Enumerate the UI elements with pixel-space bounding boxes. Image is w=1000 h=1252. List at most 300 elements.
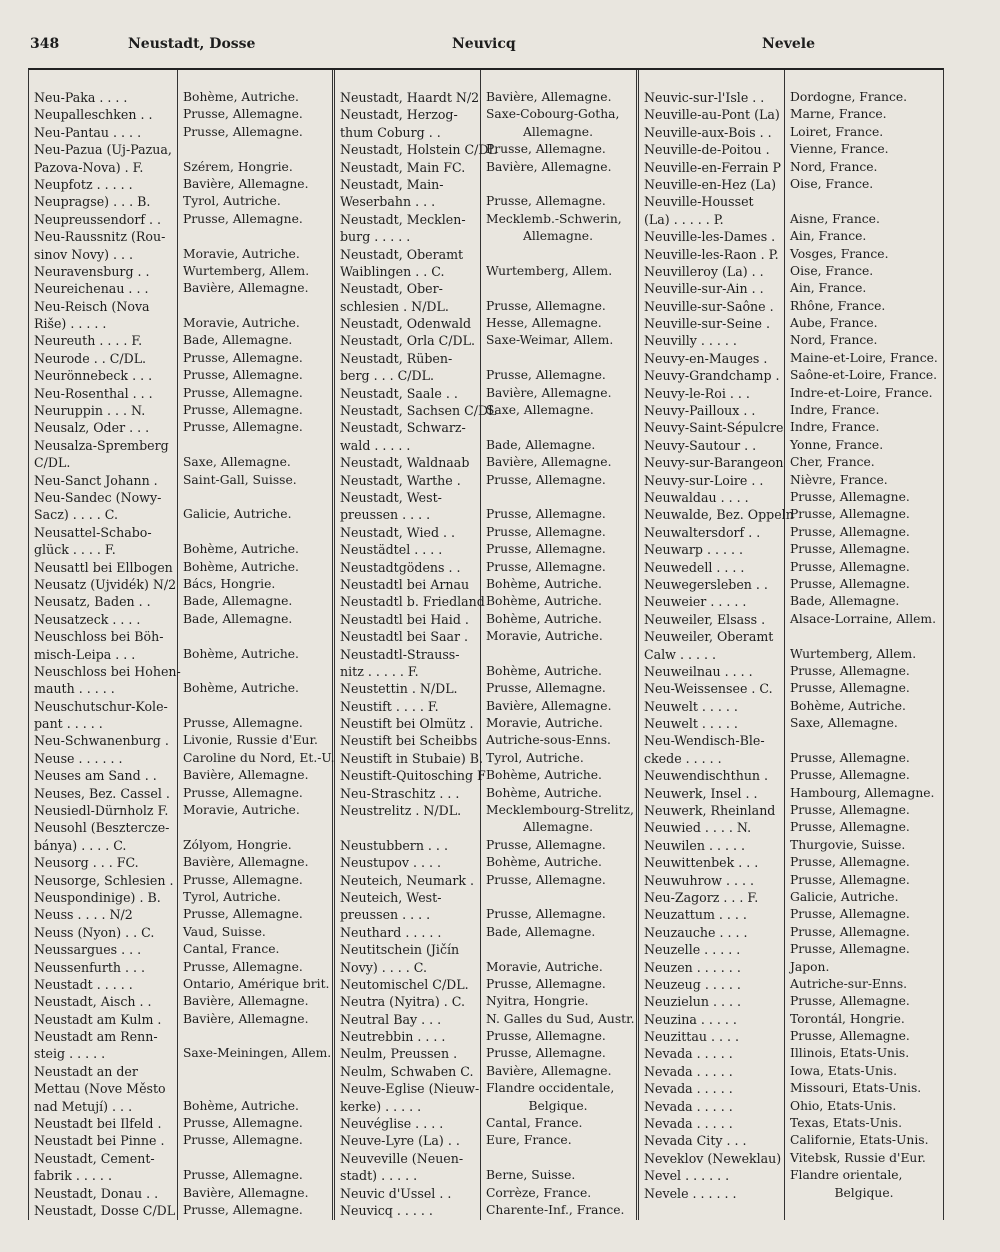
place-location: Moravie, Autriche. xyxy=(183,246,300,261)
place-name: Neuzielun . . . . xyxy=(644,994,741,1010)
place-name: Neustadt an der xyxy=(34,1063,138,1079)
place-location: Prusse, Allemagne. xyxy=(790,872,910,887)
place-location xyxy=(786,732,942,749)
place-name: Nevele . . . . . . xyxy=(644,1185,737,1201)
place-location: Prusse, Allemagne. xyxy=(790,663,910,678)
place-location: Hambourg, Allemagne. xyxy=(790,785,935,800)
place-name: Neuzittau . . . . xyxy=(644,1029,740,1045)
place-name: C/DL. xyxy=(34,455,71,471)
place-location: Torontál, Hongrie. xyxy=(790,1011,905,1026)
place-name: Neuville-en-Ferrain P xyxy=(644,159,781,175)
place-name: Neustadt, Saale . . xyxy=(340,385,458,401)
place-location: Prusse, Allemagne. xyxy=(183,872,303,887)
place-name: Neustadtl-Strauss- xyxy=(340,646,460,662)
place-name: stadt) . . . . . xyxy=(340,1168,418,1184)
place-location: Bade, Allemagne. xyxy=(183,594,293,609)
place-location: Wurtemberg, Allem. xyxy=(486,263,613,278)
place-location: Nyitra, Hongrie. xyxy=(486,994,589,1009)
place-name: Neu-Sanct Johann . xyxy=(34,472,158,488)
place-location: Rhône, France. xyxy=(790,298,886,313)
column-rule xyxy=(784,70,785,1220)
place-location xyxy=(482,246,634,263)
place-name: Neusatzeck . . . . xyxy=(34,611,141,627)
place-location: Prusse, Allemagne. xyxy=(790,994,910,1009)
place-location: Allemagne. xyxy=(523,820,593,835)
place-name: Neureichenau . . . xyxy=(34,281,149,297)
place-location: Prusse, Allemagne. xyxy=(183,368,303,383)
place-name: Neveklov (Neweklau) xyxy=(644,1150,782,1166)
place-names-column-3 xyxy=(641,89,794,1202)
place-name: Neuville-Housset xyxy=(644,194,754,210)
place-location xyxy=(482,889,634,906)
place-location: Bohème, Autriche. xyxy=(486,768,602,783)
place-name: Neustrelitz . N/DL. xyxy=(340,803,462,819)
place-location xyxy=(179,437,329,454)
column-rule xyxy=(480,70,481,1220)
place-location: Bade, Allemagne. xyxy=(486,924,596,939)
place-name: thum Coburg . . xyxy=(340,124,441,140)
place-location: Tyrol, Autriche. xyxy=(183,889,281,904)
place-location: Bohème, Autriche. xyxy=(486,663,602,678)
place-name: Neustadt, Main- xyxy=(340,176,444,192)
place-location: Prusse, Allemagne. xyxy=(486,194,606,209)
place-location: Bade, Allemagne. xyxy=(183,611,293,626)
place-name: Neusattl bei Ellbogen xyxy=(34,559,173,575)
place-name: Neustift bei Scheibbs xyxy=(340,733,478,749)
place-name: Neuwittenbek . . . xyxy=(644,855,759,871)
place-name: burg . . . . . xyxy=(340,229,411,245)
place-location: Prusse, Allemagne. xyxy=(183,1168,303,1183)
place-name: Nevada . . . . . xyxy=(644,1063,733,1079)
place-name: Neurönnebeck . . . xyxy=(34,368,153,384)
place-location: Prusse, Allemagne. xyxy=(183,385,303,400)
place-name: Neustettin . N/DL. xyxy=(340,681,458,697)
place-location: Bade, Allemagne. xyxy=(183,333,293,348)
place-name: Neuwerk, Rheinland xyxy=(644,803,776,819)
place-location: Bohème, Autriche. xyxy=(486,594,602,609)
place-name: Neustadt, Wied . . xyxy=(340,524,456,540)
place-name: berg . . . C/DL. xyxy=(340,368,434,384)
place-location: Bavière, Allemagne. xyxy=(183,994,309,1009)
place-location: Bohème, Autriche. xyxy=(183,559,299,574)
place-name: Neureuth . . . . F. xyxy=(34,333,143,349)
place-name: Neusorge, Schlesien . xyxy=(34,872,174,888)
column-rule xyxy=(177,70,178,1220)
place-name: Neuwied . . . . N. xyxy=(644,820,752,836)
place-location: N. Galles du Sud, Austr. xyxy=(486,1011,635,1026)
place-name: Neuville-aux-Bois . . xyxy=(644,124,772,140)
place-name: Neuwilen . . . . . xyxy=(644,837,746,853)
place-location: Prusse, Allemagne. xyxy=(790,542,910,557)
place-name: Neuzelle . . . . . xyxy=(644,942,741,958)
place-location xyxy=(482,941,634,958)
place-location: Prusse, Allemagne. xyxy=(790,489,910,504)
place-name: Neustadtl bei Arnau xyxy=(340,576,470,592)
place-location: Wurtemberg, Allem. xyxy=(183,263,310,278)
place-name: Neu-Pazua (Uj-Pazua, xyxy=(34,142,172,158)
place-name: Neusorg . . . FC. xyxy=(34,855,139,871)
place-location: Eure, France. xyxy=(486,1133,572,1148)
place-name: Neuwerk, Insel . . xyxy=(644,785,758,801)
place-location: Oise, France. xyxy=(790,263,874,278)
place-name: Neusalz, Oder . . . xyxy=(34,420,150,436)
place-name: Neustadt am Kulm . xyxy=(34,1011,162,1027)
place-name: Neustadt, Holstein C/DL xyxy=(340,142,497,158)
place-name: fabrik . . . . . xyxy=(34,1168,112,1184)
place-name: Neustadt, Mecklen- xyxy=(340,211,466,227)
place-location: Szérem, Hongrie. xyxy=(183,159,293,174)
place-name: Weserbahn . . . xyxy=(340,194,436,210)
place-name: Neustadt, Cement- xyxy=(34,1150,155,1166)
place-name: Neuville-de-Poitou . xyxy=(644,142,770,158)
place-name: Neupragse) . . . B. xyxy=(34,194,151,210)
place-location: Alsace-Lorraine, Allem. xyxy=(790,611,936,626)
place-location: Indre, France. xyxy=(790,420,880,435)
place-location: Prusse, Allemagne. xyxy=(790,907,910,922)
place-name: Waiblingen . . C. xyxy=(340,263,445,279)
place-name: Neustift bei Olmütz . xyxy=(340,716,474,732)
place-name: Neuses am Sand . . xyxy=(34,768,157,784)
place-name: Neustift . . . . F. xyxy=(340,698,439,714)
place-location xyxy=(179,698,329,715)
place-name: Neustift-Quitosching F xyxy=(340,768,486,784)
place-name: Neuvy-Pailloux . . xyxy=(644,403,756,419)
place-name: Neuzen . . . . . . xyxy=(644,959,741,975)
place-location: Bohème, Autriche. xyxy=(486,855,602,870)
place-name: Neusiedl-Dürnholz F. xyxy=(34,803,169,819)
place-name: Neuvy-le-Roi . . . xyxy=(644,385,750,401)
place-location: Prusse, Allemagne. xyxy=(183,1116,303,1131)
place-name: Neu-Zagorz . . . F. xyxy=(644,889,759,905)
place-name: Neusattel-Schabo- xyxy=(34,524,152,540)
place-name: Neustadt am Renn- xyxy=(34,1029,158,1045)
place-name: Nevada . . . . . xyxy=(644,1081,733,1097)
place-location xyxy=(786,193,942,210)
place-name: Neuvéglise . . . . xyxy=(340,1116,444,1132)
place-name: misch-Leipa . . . xyxy=(34,646,136,662)
place-location: Ohio, Etats-Unis. xyxy=(790,1098,897,1113)
place-name: Neu-Raussnitz (Rou- xyxy=(34,229,166,245)
place-name: Neuweiler, Oberamt xyxy=(644,629,774,645)
place-name: Neustadtgödens . . xyxy=(340,559,461,575)
place-location: Prusse, Allemagne. xyxy=(486,524,606,539)
place-names-column-1 xyxy=(31,89,181,1219)
place-name: Calw . . . . . xyxy=(644,646,716,662)
place-name: Neu-Schwanenburg . xyxy=(34,733,169,749)
place-location: Prusse, Allemagne. xyxy=(183,785,303,800)
place-location: Prusse, Allemagne. xyxy=(183,124,303,139)
place-name: Neupalleschken . . xyxy=(34,107,153,123)
place-name: steig . . . . . xyxy=(34,1046,106,1062)
place-name: sinov Novy) . . . xyxy=(34,246,134,262)
place-location xyxy=(179,628,329,645)
place-location: Bavière, Allemagne. xyxy=(183,176,309,191)
place-name: Neuweier . . . . . xyxy=(644,594,747,610)
place-location: Prusse, Allemagne. xyxy=(790,524,910,539)
place-location: Bavière, Allemagne. xyxy=(486,385,612,400)
place-location: Nord, France. xyxy=(790,333,878,348)
place-location xyxy=(179,228,329,245)
place-location xyxy=(179,1028,329,1045)
running-header xyxy=(0,36,1000,58)
place-location: Missouri, Etats-Unis. xyxy=(790,1081,922,1096)
place-name: Neuss . . . . N/2 xyxy=(34,907,133,923)
place-location: Vosges, France. xyxy=(790,246,889,261)
place-location: Ain, France. xyxy=(790,229,867,244)
place-name: Neuwelt . . . . . xyxy=(644,716,738,732)
place-location: Bavière, Allemagne. xyxy=(486,698,612,713)
place-name: Neustift in Stubaie) B. xyxy=(340,750,484,766)
place-location: Bohème, Autriche. xyxy=(183,542,299,557)
place-location: Belgique. xyxy=(528,1098,588,1113)
place-name: Neuweilnau . . . . xyxy=(644,663,753,679)
place-name: Neuzauche . . . . xyxy=(644,924,748,940)
place-name: Neustadt, Oberamt xyxy=(340,246,464,262)
place-name: Neuvy-Sautour . . xyxy=(644,437,757,453)
place-name: Neuses, Bez. Cassel . xyxy=(34,785,170,801)
place-name: Neustadt, Sachsen C/DL xyxy=(340,403,497,419)
place-name: Nevada . . . . . xyxy=(644,1098,733,1114)
place-name: Neutitschein (Jičín xyxy=(340,942,460,958)
locations-column-2 xyxy=(482,89,634,1219)
place-name: wald . . . . . xyxy=(340,437,411,453)
place-name: Neuwarp . . . . . xyxy=(644,542,743,558)
place-location: Prusse, Allemagne. xyxy=(790,855,910,870)
place-location: Allemagne. xyxy=(523,124,593,139)
place-location: Iowa, Etats-Unis. xyxy=(790,1063,898,1078)
place-name: Neutra (Nyitra) . C. xyxy=(340,994,465,1010)
place-name: Neuve-Eglise (Nieuw- xyxy=(340,1081,480,1097)
place-name: Neustadt, Aisch . . xyxy=(34,994,152,1010)
place-location: Galicie, Autriche. xyxy=(790,889,899,904)
place-location xyxy=(179,1063,329,1080)
place-name: glück . . . . F. xyxy=(34,542,116,558)
column-double-rule xyxy=(332,70,335,1220)
place-name: Neuville-les-Dames . xyxy=(644,229,776,245)
place-location: Saxe, Allemagne. xyxy=(486,403,594,418)
place-name: Neuvic-sur-l'Isle . . xyxy=(644,90,765,105)
place-name: Neu-Paka . . . . xyxy=(34,90,128,105)
place-name: Neulm, Preussen . xyxy=(340,1046,458,1062)
place-location: Nièvre, France. xyxy=(790,472,888,487)
place-location: Flandre occidentale, xyxy=(486,1081,615,1096)
place-location: Prusse, Allemagne. xyxy=(486,368,606,383)
page-number: 348 xyxy=(30,36,60,52)
place-name: nitz . . . . . F. xyxy=(340,663,419,679)
place-name: Neusalza-Spremberg xyxy=(34,437,169,453)
place-location xyxy=(482,646,634,663)
place-name: Neustadt, Waldnaab xyxy=(340,455,470,471)
place-location: Prusse, Allemagne. xyxy=(486,507,606,522)
place-name: Neuwelt . . . . . xyxy=(644,698,738,714)
place-location xyxy=(179,819,329,836)
place-name: Neuspondinige) . B. xyxy=(34,889,161,905)
place-name: Mettau (Nove Město xyxy=(34,1081,166,1097)
place-location: Saône-et-Loire, France. xyxy=(790,368,938,383)
place-name xyxy=(337,819,480,836)
place-location: Bács, Hongrie. xyxy=(183,576,276,591)
column-double-rule xyxy=(636,70,639,1220)
place-location: Bohème, Autriche. xyxy=(486,785,602,800)
place-name: Neu-Weissensee . C. xyxy=(644,681,773,697)
place-name: Neutrebbin . . . . xyxy=(340,1029,446,1045)
place-name: Neuweiler, Elsass . xyxy=(644,611,766,627)
place-location: Oise, France. xyxy=(790,176,874,191)
place-location: Saint-Gall, Suisse. xyxy=(183,472,297,487)
place-name: Neurode . . C/DL. xyxy=(34,350,147,366)
place-name: (La) . . . . . P. xyxy=(644,211,724,227)
place-location: Prusse, Allemagne. xyxy=(790,559,910,574)
place-name: Neussargues . . . xyxy=(34,942,142,958)
place-name: preussen . . . . xyxy=(340,507,431,523)
place-name: Neuvilly . . . . . xyxy=(644,333,737,349)
place-name: Neustadt bei Pinne . xyxy=(34,1133,165,1149)
place-location: Bavière, Allemagne. xyxy=(183,1011,309,1026)
place-location: Bavière, Allemagne. xyxy=(183,281,309,296)
place-location: Saxe-Cobourg-Gotha, xyxy=(486,107,620,122)
place-name: Neuwaldau . . . . xyxy=(644,489,749,505)
place-name: Neustadt, Ober- xyxy=(340,281,443,297)
place-location: Galicie, Autriche. xyxy=(183,507,292,522)
place-location: Prusse, Allemagne. xyxy=(183,959,303,974)
place-location: Prusse, Allemagne. xyxy=(183,1203,303,1217)
place-location: Bohème, Autriche. xyxy=(790,698,906,713)
place-location xyxy=(482,419,634,436)
place-name: Neuvy-Grandchamp . xyxy=(644,368,780,384)
place-location: Prusse, Allemagne. xyxy=(486,1029,606,1044)
place-name: Neuss (Nyon) . . C. xyxy=(34,924,155,940)
place-name: Sacz) . . . . C. xyxy=(34,507,118,523)
place-location: Zólyom, Hongrie. xyxy=(183,837,292,852)
place-location: Saxe, Allemagne. xyxy=(790,716,898,731)
place-location: Flandre orientale, xyxy=(790,1168,903,1183)
place-location: Prusse, Allemagne. xyxy=(486,142,606,157)
place-name: Neustadt, Herzog- xyxy=(340,107,458,123)
place-location: Moravie, Autriche. xyxy=(183,803,300,818)
place-name: Neulm, Schwaben C. xyxy=(340,1063,474,1079)
place-location: Ain, France. xyxy=(790,281,867,296)
place-name: Pazova-Nova) . F. xyxy=(34,159,144,175)
place-location: Prusse, Allemagne. xyxy=(790,576,910,591)
place-name: Neustadt, Warthe . xyxy=(340,472,461,488)
center-running-head: Neuvicq xyxy=(452,36,516,52)
place-name: Neuvy-sur-Barangeon xyxy=(644,455,784,471)
place-name: Neuse . . . . . . xyxy=(34,750,123,766)
place-location: Caroline du Nord, Et.-U. xyxy=(183,750,335,765)
place-location xyxy=(179,141,329,158)
place-name: Neuschloss bei Böh- xyxy=(34,629,164,645)
place-location: Vienne, France. xyxy=(790,142,889,157)
place-location: Prusse, Allemagne. xyxy=(790,750,910,765)
place-name: Neusatz (Ujvidék) N/2 xyxy=(34,576,177,592)
place-location: Bohème, Autriche. xyxy=(183,646,299,661)
place-location xyxy=(179,1080,329,1097)
place-name: Neustadt, Rüben- xyxy=(340,350,453,366)
place-name: Neu-Reisch (Nova xyxy=(34,298,150,314)
place-location: Prusse, Allemagne. xyxy=(790,803,910,818)
place-name: Neupfotz . . . . . xyxy=(34,176,133,192)
place-name: Nevada . . . . . xyxy=(644,1116,733,1132)
place-name: Neuzattum . . . . xyxy=(644,907,747,923)
place-name: Nevada . . . . . xyxy=(644,1046,733,1062)
place-name: nad Metují) . . . xyxy=(34,1098,133,1114)
place-location: Prusse, Allemagne. xyxy=(486,559,606,574)
place-name: Neu-Pantau . . . . xyxy=(34,124,142,140)
place-name: Neu-Sandec (Nowy- xyxy=(34,489,162,505)
place-location: Prusse, Allemagne. xyxy=(486,542,606,557)
place-location: Thurgovie, Suisse. xyxy=(790,837,906,852)
place-name: Neuvilleroy (La) . . xyxy=(644,263,764,279)
place-location: Ontario, Amérique brit. xyxy=(183,976,330,991)
place-location: Prusse, Allemagne. xyxy=(486,976,606,991)
place-name: Neustadt, Orla C/DL. xyxy=(340,333,475,349)
place-name: preussen . . . . xyxy=(340,907,431,923)
place-location: Belgique. xyxy=(834,1185,894,1200)
place-name: Neuteich, Neumark . xyxy=(340,872,474,888)
place-location: Hesse, Allemagne. xyxy=(486,316,602,331)
place-location: Bavière, Allemagne. xyxy=(183,768,309,783)
place-location: Prusse, Allemagne. xyxy=(790,924,910,939)
place-name: Neu-Wendisch-Ble- xyxy=(644,733,765,749)
place-location: Prusse, Allemagne. xyxy=(486,472,606,487)
place-name: Neustädtel . . . . xyxy=(340,542,443,558)
place-location xyxy=(179,1150,329,1167)
place-location: Autriche-sous-Enns. xyxy=(486,733,611,748)
place-name: Neusatz, Baden . . xyxy=(34,594,151,610)
place-name: Neuravensburg . . xyxy=(34,263,150,279)
place-name: Neustadt, Schwarz- xyxy=(340,420,466,436)
place-location: Marne, France. xyxy=(790,107,887,122)
place-name: Neustadt bei Ilfeld . xyxy=(34,1116,162,1132)
place-name: bánya) . . . . C. xyxy=(34,837,127,853)
place-location: Dordogne, France. xyxy=(790,90,908,104)
place-location: Bohème, Autriche. xyxy=(183,1098,299,1113)
place-name: kerke) . . . . . xyxy=(340,1098,422,1114)
place-location: Moravie, Autriche. xyxy=(486,959,603,974)
place-location: Prusse, Allemagne. xyxy=(183,107,303,122)
place-location: Saxe-Meiningen, Allem. xyxy=(183,1046,332,1061)
place-name: Neuville-au-Pont (La) xyxy=(644,107,780,123)
place-location: Prusse, Allemagne. xyxy=(183,420,303,435)
place-location xyxy=(786,628,942,645)
place-location: Bohème, Autriche. xyxy=(486,611,602,626)
place-name: Neupreussendorf . . xyxy=(34,211,162,227)
place-location: Bohème, Autriche. xyxy=(183,90,299,104)
place-name: Neustadt . . . . . xyxy=(34,976,133,992)
place-location: Mecklembourg-Strelitz, xyxy=(486,803,634,818)
place-name: Neustadt, Donau . . xyxy=(34,1185,159,1201)
place-location: Prusse, Allemagne. xyxy=(183,403,303,418)
place-name: Neustadt, West- xyxy=(340,489,442,505)
place-name: Neuschutschur-Kole- xyxy=(34,698,168,714)
place-name: Neustadtl bei Saar . xyxy=(340,629,468,645)
place-location: Corrèze, France. xyxy=(486,1185,592,1200)
place-location xyxy=(179,524,329,541)
place-location: Prusse, Allemagne. xyxy=(486,907,606,922)
place-location: Cher, France. xyxy=(790,455,875,470)
place-location: Charente-Inf., France. xyxy=(486,1203,625,1217)
place-location: Saxe, Allemagne. xyxy=(183,455,291,470)
place-name: Neu-Straschitz . . . xyxy=(340,785,460,801)
place-location: Prusse, Allemagne. xyxy=(790,942,910,957)
place-location: Prusse, Allemagne. xyxy=(183,211,303,226)
place-name: Neussenfurth . . . xyxy=(34,959,146,975)
place-name: Neuveville (Neuen- xyxy=(340,1150,464,1166)
gazetteer-table xyxy=(28,68,944,1220)
place-location: Prusse, Allemagne. xyxy=(790,768,910,783)
locations-column-3 xyxy=(786,89,942,1202)
place-location: Indre, France. xyxy=(790,403,880,418)
